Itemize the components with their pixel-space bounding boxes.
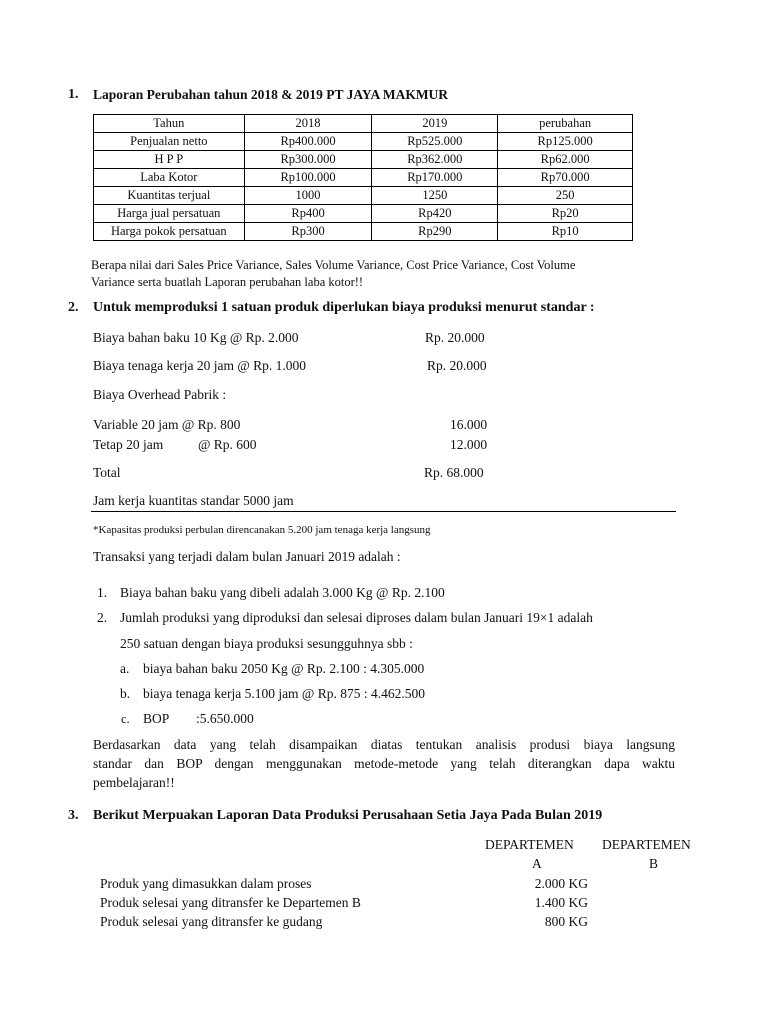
sub-item-c-value: :5.650.000 [196,711,254,726]
table-header-cell: perubahan [498,115,633,133]
closing-line-2: standar dan BOP dengan menggunakan metode-metode yang telah diterangkan dapa waktu [93,756,675,771]
profit-change-table [93,114,633,241]
table-cell: 1000 [244,187,372,205]
table-row [94,205,633,223]
table-cell: Rp20 [498,205,633,223]
table-cell: Rp10 [498,223,633,241]
table-cell: H P P [94,151,245,169]
table-cell: Rp70.000 [498,169,633,187]
section-1-question-line-1: Berapa nilai dari Sales Price Variance, Sales Volume Variance, Cost Price Variance, Cost Volume [91,258,576,272]
total-value: Rp. 68.000 [424,465,484,480]
table-cell: 250 [498,187,633,205]
dept-a-letter: A [532,856,542,871]
labor-cost-label: Biaya tenaga kerja 20 jam @ Rp. 1.000 [93,358,307,373]
table-cell: Rp400.000 [244,133,372,151]
closing-line-1: Berdasarkan data yang telah disampaikan diatas tentukan analisis produsi biaya langsung [93,737,675,752]
sub-item-letter: c. [121,712,130,726]
table-cell: Rp300.000 [244,151,372,169]
table-row [94,169,633,187]
table-header-cell: Tahun [94,115,245,133]
overhead-label: Biaya Overhead Pabrik : [93,387,227,402]
fixed-overhead-rate: @ Rp. 600 [198,437,257,452]
table-cell: Rp290 [372,223,498,241]
table-cell: Rp100.000 [244,169,372,187]
sub-item-c-label: BOP [143,711,170,726]
table-cell: Harga jual persatuan [94,205,245,223]
table-row [94,133,633,151]
production-row-label: Produk selesai yang ditransfer ke Departemen B [100,895,361,910]
list-item-1: Biaya bahan baku yang dibeli adalah 3.000 Kg @ Rp. 2.100 [120,585,445,600]
variable-overhead-value: 16.000 [450,417,488,432]
table-cell: Kuantitas terjual [94,187,245,205]
fixed-overhead-value: 12.000 [450,437,488,452]
table-cell: Rp62.000 [498,151,633,169]
production-row-label: Produk yang dimasukkan dalam proses [100,876,312,891]
fixed-overhead-label: Tetap 20 jam [93,437,164,452]
table-cell: 1250 [372,187,498,205]
sub-item-letter: b. [120,686,131,701]
table-cell: Rp420 [372,205,498,223]
table-header-row [94,115,633,133]
table-cell: Penjualan netto [94,133,245,151]
table-header-cell: 2018 [244,115,372,133]
sub-item-b: biaya tenaga kerja 5.100 jam @ Rp. 875 : 4.462.500 [143,686,425,701]
table-cell: Rp300 [244,223,372,241]
dept-b-header: DEPARTEMEN [602,837,691,852]
sub-item-letter: a. [120,661,130,676]
labor-cost-value: Rp. 20.000 [427,358,487,373]
table-cell: Harga pokok persatuan [94,223,245,241]
list-item-2-line-2: 250 satuan dengan biaya produksi sesungguhnya sbb : [120,636,413,651]
dept-b-letter: B [649,856,659,871]
table-cell: Rp125.000 [498,133,633,151]
section-1-number: 1. [68,87,79,102]
table-header-cell: 2019 [372,115,498,133]
table-cell: Laba Kotor [94,169,245,187]
section-3-title: Berikut Merpuakan Laporan Data Produksi Perusahaan Setia Jaya Pada Bulan 2019 [93,808,603,823]
standard-hours: Jam kerja kuantitas standar 5000 jam [93,493,294,508]
production-row-value: 2.000 KG [534,876,588,891]
production-row-value: 1.400 KG [534,895,588,910]
total-label: Total [93,465,121,480]
table-cell: Rp170.000 [372,169,498,187]
dept-a-header: DEPARTEMEN [485,837,574,852]
section-3-number: 3. [68,808,79,823]
closing-line-3: pembelajaran!! [93,775,175,790]
table-cell: Rp362.000 [372,151,498,169]
section-2-title: Untuk memproduksi 1 satuan produk diperlukan biaya produksi menurut standar : [93,300,595,315]
list-item-2-line-1: Jumlah produksi yang diproduksi dan selesai diproses dalam bulan Januari 19×1 adalah [120,610,593,625]
table-cell: Rp525.000 [372,133,498,151]
production-row-label: Produk selesai yang ditransfer ke gudang [100,914,323,929]
section-1-title: Laporan Perubahan tahun 2018 & 2019 PT JAYA MAKMUR [93,87,449,102]
raw-material-cost-value: Rp. 20.000 [425,330,485,345]
section-2-number: 2. [68,300,79,315]
variable-overhead-label: Variable 20 jam @ Rp. 800 [93,417,241,432]
raw-material-cost-label: Biaya bahan baku 10 Kg @ Rp. 2.000 [93,330,299,345]
transactions-intro: Transaksi yang terjadi dalam bulan Januari 2019 adalah : [93,549,401,564]
list-item-number: 1. [97,585,108,600]
table-row [94,223,633,241]
sub-item-a: biaya bahan baku 2050 Kg @ Rp. 2.100 : 4.305.000 [143,661,425,676]
list-item-number: 2. [97,610,108,625]
table-row [94,187,633,205]
table-cell: Rp400 [244,205,372,223]
section-1-question-line-2: Variance serta buatlah Laporan perubahan laba kotor!! [91,275,364,289]
capacity-note: *Kapasitas produksi perbulan direncanakan 5.200 jam tenaga kerja langsung [93,524,431,536]
table-row [94,151,633,169]
divider-line [91,511,676,512]
production-row-value: 800 KG [544,914,588,929]
